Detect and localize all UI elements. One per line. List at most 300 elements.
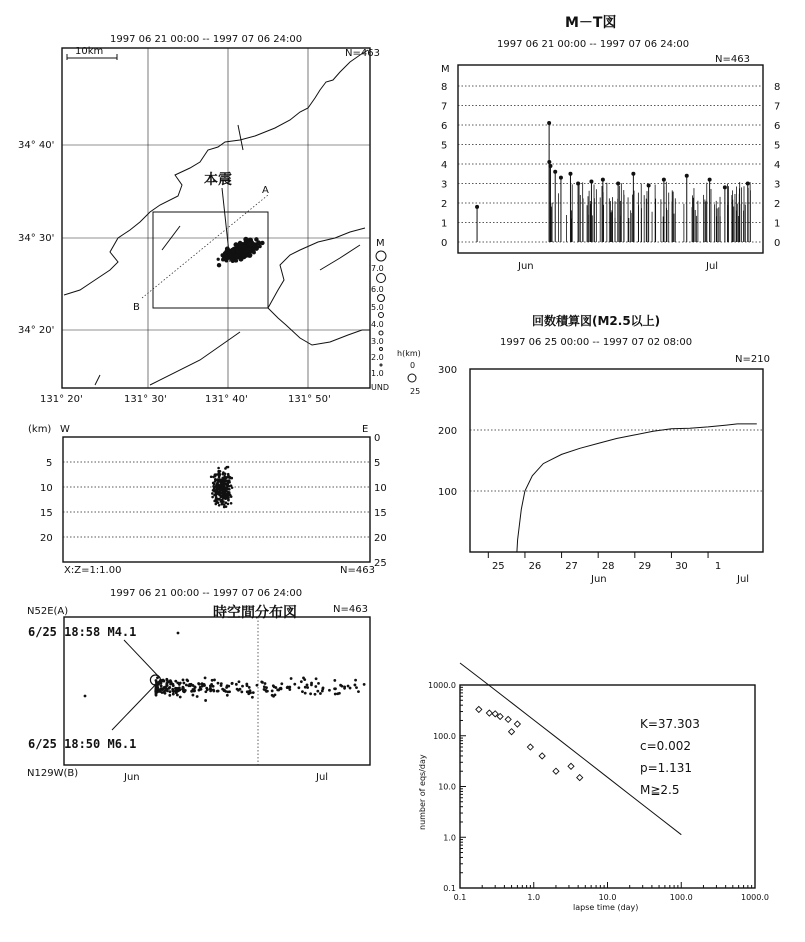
mt-month-jul: Jul bbox=[706, 261, 719, 272]
hypocenter-dot bbox=[220, 488, 223, 491]
mt-ytick-right: 4 bbox=[774, 160, 781, 171]
om-point bbox=[527, 744, 533, 750]
xs-tick-left-20: 20 bbox=[40, 533, 53, 544]
lon-label-3: 131° 40' bbox=[205, 394, 248, 405]
mt-ytick-left: 5 bbox=[441, 140, 448, 152]
hypocenter-dot bbox=[230, 484, 233, 487]
coastline-south bbox=[268, 308, 370, 345]
hypocenter-dot bbox=[222, 492, 225, 495]
spacetime-dot bbox=[314, 685, 317, 688]
spacetime-dot bbox=[315, 677, 318, 680]
spacetime-dot bbox=[322, 686, 325, 689]
spacetime-dot bbox=[209, 689, 212, 692]
spacetime-dot bbox=[179, 682, 182, 685]
spacetime-dot bbox=[164, 692, 167, 695]
mainshock-label: 本震 bbox=[204, 172, 232, 188]
mag-circle-5 bbox=[378, 295, 385, 302]
mt-ytick-right: 5 bbox=[774, 140, 781, 152]
hypocenter-dot bbox=[227, 503, 230, 506]
section-label-b: B bbox=[133, 302, 140, 313]
st-event-1: 6/25 18:58 M4.1 bbox=[28, 625, 137, 639]
spacetime-dot bbox=[316, 690, 319, 693]
hypocenter-dot bbox=[217, 501, 220, 504]
spacetime-dot bbox=[213, 679, 216, 682]
spacetime-dot bbox=[343, 685, 346, 688]
xs-tick-right-25: 25 bbox=[374, 558, 387, 569]
epicenter-dot bbox=[247, 241, 252, 246]
epicenter-dot bbox=[233, 258, 237, 262]
magnitude-legend bbox=[371, 238, 389, 392]
epicenter-dot bbox=[253, 244, 257, 248]
spacetime-dot bbox=[211, 679, 214, 682]
om-point bbox=[505, 716, 511, 722]
spacetime-dot bbox=[174, 687, 177, 690]
epicenter-dot bbox=[217, 258, 220, 261]
spacetime-dot bbox=[221, 688, 224, 691]
spacetime-dot bbox=[212, 690, 215, 693]
hypocenter-dot bbox=[223, 484, 226, 487]
mt-count: N=463 bbox=[715, 54, 750, 65]
hypocenter-dot bbox=[215, 497, 218, 500]
spacetime-dot bbox=[246, 684, 249, 687]
hypocenter-dot bbox=[215, 483, 218, 486]
spacetime-dot bbox=[363, 683, 366, 686]
spacetime-dot bbox=[165, 683, 168, 686]
mt-bar-head bbox=[631, 172, 635, 176]
om-xtick: 0.1 bbox=[453, 893, 467, 902]
mt-ytick-left: 7 bbox=[441, 101, 448, 113]
mag-legend-2: 2.0 bbox=[371, 353, 384, 362]
mag-legend-5: 5.0 bbox=[371, 303, 384, 312]
mag-legend-3: 3.0 bbox=[371, 337, 384, 346]
spacetime-dot bbox=[304, 692, 307, 695]
hypocenter-dot bbox=[230, 495, 233, 498]
om-point bbox=[514, 721, 520, 727]
spacetime-dot bbox=[314, 693, 317, 696]
om-xtick: 1.0 bbox=[527, 893, 541, 902]
spacetime-dot bbox=[321, 690, 324, 693]
mt-month-jun: Jun bbox=[518, 261, 534, 272]
spacetime-dot bbox=[176, 694, 179, 697]
om-point bbox=[486, 710, 492, 716]
spacetime-dot bbox=[247, 692, 250, 695]
mt-ytick-left: 1 bbox=[441, 218, 448, 230]
hypocenter-dot bbox=[216, 492, 219, 495]
st-event-1-leader bbox=[124, 640, 160, 678]
section-box bbox=[153, 212, 268, 308]
spacetime-dot bbox=[276, 688, 279, 691]
spacetime-dot bbox=[178, 686, 181, 689]
xs-tick-right-20: 20 bbox=[374, 533, 387, 544]
spacetime-dot bbox=[248, 686, 251, 689]
spacetime-dot bbox=[328, 689, 331, 692]
mt-ylabel: M bbox=[441, 64, 450, 75]
spacetime-dot bbox=[169, 690, 172, 693]
spacetime-dot bbox=[182, 690, 185, 693]
spacetime-dot bbox=[317, 682, 320, 685]
epicenter-dot bbox=[224, 259, 228, 263]
spacetime-dot bbox=[186, 679, 189, 682]
spacetime-dot bbox=[84, 695, 87, 698]
epicenter-cloud bbox=[217, 237, 265, 268]
spacetime-dot bbox=[170, 682, 173, 685]
mag-circle-7 bbox=[376, 251, 386, 261]
om-points bbox=[476, 706, 583, 780]
spacetime-dot bbox=[204, 677, 207, 680]
mt-bar-head bbox=[547, 160, 551, 164]
spacetime-dot bbox=[336, 692, 339, 695]
spacetime-dot bbox=[168, 694, 171, 697]
spacetime-dot bbox=[192, 684, 195, 687]
spacetime-dot bbox=[198, 683, 201, 686]
spacetime-dot bbox=[279, 687, 282, 690]
mt-bar-head bbox=[616, 182, 620, 186]
st-title: 時空間分布図 bbox=[213, 605, 297, 621]
spacetime-dot bbox=[286, 686, 289, 689]
hypocenter-dot bbox=[227, 499, 230, 502]
spacetime-dot bbox=[210, 683, 213, 686]
st-count: N=463 bbox=[333, 604, 368, 615]
spacetime-dot bbox=[271, 694, 274, 697]
cum-xtick: 29 bbox=[638, 561, 652, 572]
hypocenter-dot bbox=[218, 475, 221, 478]
hypocenter-dot bbox=[218, 504, 221, 507]
spacetime-dot bbox=[224, 690, 227, 693]
om-point bbox=[539, 753, 545, 759]
spacetime-dot bbox=[249, 689, 252, 692]
spacetime-dot bbox=[165, 687, 168, 690]
epicenter-dot bbox=[243, 237, 248, 242]
cum-frame bbox=[470, 369, 763, 552]
mt-ytick-left: 4 bbox=[441, 160, 448, 171]
spacetime-dot bbox=[176, 690, 179, 693]
om-point bbox=[553, 768, 559, 774]
spacetime-dot bbox=[263, 688, 266, 691]
cum-axes bbox=[438, 365, 763, 572]
spacetime-dot bbox=[251, 696, 254, 699]
spacetime-dot bbox=[301, 690, 304, 693]
spacetime-dot bbox=[334, 693, 337, 696]
hypocenter-dot bbox=[214, 503, 217, 506]
mt-period: 1997 06 21 00:00 -- 1997 07 06 24:00 bbox=[497, 39, 690, 50]
map-period: 1997 06 21 00:00 -- 1997 07 06 24:00 bbox=[110, 34, 303, 45]
spacetime-dot bbox=[155, 679, 158, 682]
om-point bbox=[509, 729, 515, 735]
st-bottom-axis: N129W(B) bbox=[27, 768, 79, 779]
spacetime-dot bbox=[220, 682, 223, 685]
hypocenter-dot bbox=[218, 473, 221, 476]
spacetime-dot bbox=[333, 679, 336, 682]
om-point bbox=[476, 706, 482, 712]
lon-label-2: 131° 30' bbox=[124, 394, 167, 405]
depth-legend-25: 25 bbox=[410, 387, 421, 396]
st-event-2-leader bbox=[112, 680, 160, 730]
om-xtick: 1000.0 bbox=[741, 893, 769, 902]
spacetime-dot bbox=[354, 684, 357, 687]
depth-circle bbox=[408, 374, 416, 382]
mt-ytick-right: 3 bbox=[774, 179, 781, 191]
mt-ytick-right: 1 bbox=[774, 218, 781, 230]
cum-xtick: 27 bbox=[565, 561, 578, 572]
spacetime-dot bbox=[347, 685, 350, 688]
mt-ytick-right: 6 bbox=[774, 121, 781, 132]
xs-tick-right-0: 0 bbox=[374, 433, 381, 444]
mt-ytick-left: 8 bbox=[441, 82, 448, 93]
spacetime-dot bbox=[333, 687, 336, 690]
hypocenter-dot bbox=[220, 496, 223, 499]
spacetime-dot bbox=[236, 688, 239, 691]
hypocenter-dot bbox=[216, 486, 219, 489]
hypocenter-dot bbox=[214, 480, 217, 483]
cum-month-jul: Jul bbox=[737, 574, 750, 585]
mag-circle-3 bbox=[379, 331, 383, 335]
xs-tick-left-15: 15 bbox=[40, 508, 53, 519]
xs-west: W bbox=[60, 424, 70, 435]
mt-ytick-left: 2 bbox=[441, 199, 448, 210]
cum-month-jun: Jun bbox=[591, 574, 607, 585]
cum-title: 回数積算図(M2.5以上) bbox=[532, 314, 661, 328]
spacetime-dot bbox=[185, 684, 188, 687]
om-axes bbox=[428, 681, 769, 902]
cum-xtick: 26 bbox=[528, 561, 542, 572]
mag-legend-6: 6.0 bbox=[371, 285, 384, 294]
om-param-m: M≧2.5 bbox=[640, 783, 680, 797]
spacetime-dot bbox=[206, 688, 209, 691]
spacetime-dot bbox=[203, 683, 206, 686]
spacetime-dot bbox=[261, 681, 264, 684]
hypocenter-dot bbox=[213, 483, 216, 486]
spacetime-dot bbox=[240, 691, 243, 694]
map-count: N=463 bbox=[345, 48, 380, 59]
spacetime-dot bbox=[189, 684, 192, 687]
spacetime-dot bbox=[256, 684, 259, 687]
spacetime-dot bbox=[196, 695, 199, 698]
hypocenter-dot bbox=[213, 494, 216, 497]
mag-legend-title: M bbox=[376, 238, 385, 249]
st-top-axis: N52E(A) bbox=[27, 606, 69, 617]
cross-section-panel bbox=[28, 424, 387, 576]
mag-circle-4 bbox=[379, 313, 384, 318]
mag-legend-4: 4.0 bbox=[371, 320, 384, 329]
hypocenter-dot bbox=[213, 500, 216, 503]
mt-bars bbox=[475, 121, 750, 242]
epicenter-dot bbox=[230, 248, 235, 253]
mt-bar-head bbox=[559, 176, 563, 180]
xs-ratio: X:Z=1:1.00 bbox=[64, 565, 122, 576]
mt-ytick-right: 2 bbox=[774, 199, 781, 210]
spacetime-dot bbox=[159, 688, 162, 691]
mt-ytick-right: 0 bbox=[774, 238, 781, 249]
cum-xtick: 1 bbox=[714, 561, 722, 572]
cum-ytick: 100 bbox=[438, 487, 458, 498]
hypocenter-dot bbox=[230, 502, 233, 505]
hypocenter-dot bbox=[221, 473, 224, 476]
spacetime-dot bbox=[198, 688, 201, 691]
mag-circle-1 bbox=[380, 364, 382, 366]
omori-panel bbox=[418, 663, 769, 912]
spacetime-dot bbox=[172, 693, 175, 696]
xs-tick-left-5: 5 bbox=[46, 458, 53, 469]
om-param-p: p=1.131 bbox=[640, 761, 693, 775]
spacetime-dot bbox=[241, 685, 244, 688]
mag-circle-2 bbox=[380, 348, 383, 351]
epicenter-dot bbox=[248, 247, 252, 251]
xs-tick-right-10: 10 bbox=[374, 483, 387, 494]
spacetime-dot bbox=[217, 690, 220, 693]
mt-bar-head bbox=[568, 172, 572, 176]
cum-ytick: 300 bbox=[438, 365, 458, 376]
spacetime-dot bbox=[280, 682, 283, 685]
lat-label-1: 34° 40' bbox=[18, 140, 55, 151]
xs-tick-left-10: 10 bbox=[40, 483, 53, 494]
epicenter-dot bbox=[229, 254, 233, 258]
mt-bar-head bbox=[685, 174, 689, 178]
map-grid bbox=[62, 48, 370, 388]
om-point bbox=[568, 763, 574, 769]
om-frame bbox=[460, 685, 755, 888]
mag-legend-1: 1.0 bbox=[371, 369, 384, 378]
om-xtick: 10.0 bbox=[598, 893, 617, 902]
om-point bbox=[577, 775, 583, 781]
spacetime-dot bbox=[182, 678, 185, 681]
om-ytick: 1000.0 bbox=[428, 681, 456, 690]
cum-xtick: 30 bbox=[675, 561, 688, 572]
mag-legend-und: UND bbox=[371, 383, 389, 392]
spacetime-dot bbox=[354, 679, 357, 682]
hypocenter-dot bbox=[224, 476, 227, 479]
mt-bar-head bbox=[576, 182, 580, 186]
depth-legend bbox=[397, 349, 421, 396]
spacetime-dot bbox=[304, 686, 307, 689]
hypocenter-dot bbox=[224, 472, 227, 475]
spacetime-dot bbox=[263, 685, 266, 688]
hypocenter-dot bbox=[211, 492, 214, 495]
st-month-jul: Jul bbox=[316, 772, 329, 783]
xs-count: N=463 bbox=[340, 565, 375, 576]
spacetime-dot bbox=[297, 686, 300, 689]
hypocenter-dot bbox=[220, 482, 223, 485]
spacetime-dot bbox=[192, 690, 195, 693]
mt-bar-head bbox=[662, 178, 666, 182]
spacetime-dot bbox=[179, 696, 182, 699]
mt-bar-head bbox=[708, 178, 712, 182]
mt-bar-head bbox=[548, 164, 552, 168]
cum-ytick: 200 bbox=[438, 426, 458, 437]
spacetime-dot bbox=[349, 687, 352, 690]
hypocenter-dot bbox=[223, 506, 226, 509]
spacetime-dot bbox=[192, 694, 195, 697]
coastline-east bbox=[268, 228, 365, 308]
hypocenter-dot bbox=[210, 475, 213, 478]
mt-bar-head bbox=[553, 170, 557, 174]
mt-bar-head bbox=[601, 178, 605, 182]
mt-bar-head bbox=[647, 183, 651, 187]
om-param-c: c=0.002 bbox=[640, 739, 692, 753]
spacetime-dot bbox=[319, 692, 322, 695]
mt-ytick-left: 3 bbox=[441, 179, 448, 191]
mt-bar-head bbox=[723, 185, 727, 189]
cum-count: N=210 bbox=[735, 354, 770, 365]
hypocenter-dot bbox=[213, 486, 216, 489]
spacetime-dot bbox=[264, 682, 267, 685]
st-period: 1997 06 21 00:00 -- 1997 07 06 24:00 bbox=[110, 588, 303, 599]
lat-label-3: 34° 20' bbox=[18, 325, 55, 336]
spacetime-dot bbox=[310, 682, 313, 685]
mt-ytick-right: 7 bbox=[774, 101, 781, 113]
cum-xtick: 25 bbox=[491, 561, 505, 572]
mt-bar-head bbox=[589, 180, 593, 184]
scale-bar-label: 10km bbox=[75, 46, 104, 57]
hypocenter-dot bbox=[220, 492, 223, 495]
mt-ytick-left: 6 bbox=[441, 121, 448, 132]
hypocenter-dot bbox=[211, 496, 214, 499]
spacetime-dot bbox=[252, 691, 255, 694]
map-frame bbox=[62, 48, 370, 388]
spacetime-dot bbox=[177, 632, 180, 635]
hypocenter-dot bbox=[227, 495, 230, 498]
om-ylabel: number of eqs/day bbox=[418, 754, 427, 830]
spacetime-dot bbox=[306, 684, 309, 687]
hypocenter-cloud bbox=[210, 466, 233, 509]
lon-label-4: 131° 50' bbox=[288, 394, 331, 405]
om-param-k: K=37.303 bbox=[640, 717, 700, 731]
spacetime-dot bbox=[238, 680, 241, 683]
om-ytick: 100.0 bbox=[433, 731, 456, 741]
om-ytick: 10.0 bbox=[438, 782, 456, 792]
spacetime-dot bbox=[293, 683, 296, 686]
spacetime-dot bbox=[176, 681, 179, 684]
spacetime-dot bbox=[290, 677, 293, 680]
spacetime-dot bbox=[167, 687, 170, 690]
mag-circle-6 bbox=[377, 274, 386, 283]
spacetime-dot bbox=[204, 699, 207, 702]
depth-legend-title: h(km) bbox=[397, 349, 421, 358]
hypocenter-dot bbox=[221, 503, 224, 506]
hypocenter-dot bbox=[225, 487, 228, 490]
mt-ytick-right: 8 bbox=[774, 82, 781, 93]
st-month-jun: Jun bbox=[124, 772, 140, 783]
spacetime-dot bbox=[155, 691, 158, 694]
om-xlabel: lapse time (day) bbox=[573, 903, 639, 912]
depth-legend-0: 0 bbox=[410, 361, 416, 370]
cum-line bbox=[517, 424, 757, 552]
xs-tick-right-15: 15 bbox=[374, 508, 387, 519]
hypocenter-dot bbox=[216, 479, 219, 482]
spacetime-dot bbox=[309, 692, 312, 695]
lat-label-2: 34° 30' bbox=[18, 233, 55, 244]
hypocenter-dot bbox=[217, 467, 220, 470]
mt-bar-head bbox=[746, 182, 750, 186]
cum-period: 1997 06 25 00:00 -- 1997 07 02 08:00 bbox=[500, 337, 693, 348]
mag-legend-7: 7.0 bbox=[371, 264, 384, 273]
cumulative-panel bbox=[438, 313, 770, 585]
spacetime-dot bbox=[274, 693, 277, 696]
mt-panel bbox=[441, 14, 780, 272]
epicenter-dot bbox=[234, 254, 239, 259]
spacetime-dot bbox=[341, 685, 344, 688]
spacetime-dot bbox=[166, 679, 169, 682]
om-xtick: 100.0 bbox=[669, 893, 693, 902]
spacetime-dot bbox=[357, 690, 360, 693]
spacetime-panel bbox=[27, 588, 370, 783]
spacetime-dot bbox=[171, 689, 174, 692]
spacetime-dot bbox=[226, 694, 229, 697]
spacetime-dot bbox=[235, 683, 238, 686]
section-label-a: A bbox=[262, 185, 269, 196]
spacetime-dot bbox=[306, 686, 309, 689]
mt-bar-head bbox=[547, 121, 551, 125]
hypocenter-dot bbox=[227, 475, 230, 478]
